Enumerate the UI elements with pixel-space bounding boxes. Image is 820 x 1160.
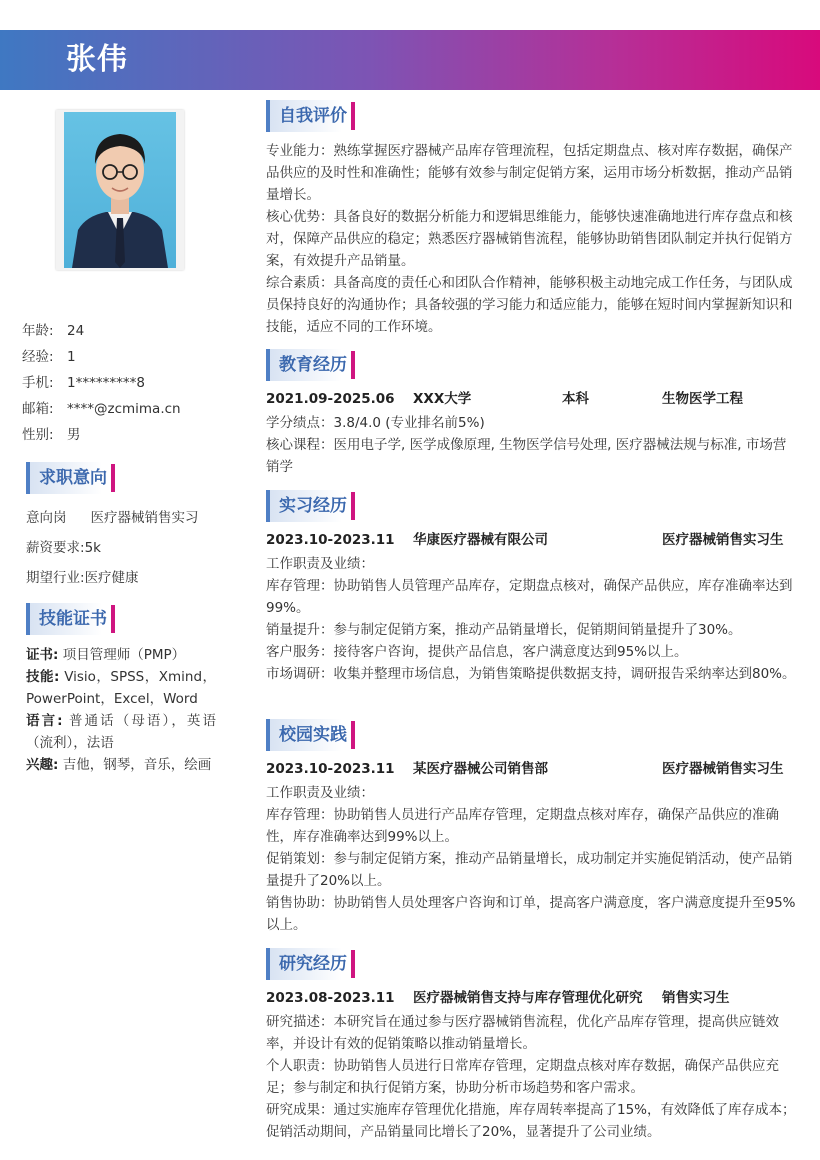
research-line: 研究描述：本研究旨在通过参与医疗器械销售流程，优化产品库存管理，提高供应链效率，并设计有效的促销策略以推动销量增长。 <box>266 1014 779 1052</box>
self-eval-body <box>266 140 796 338</box>
section-heading-intention: 求职意向 <box>26 462 115 494</box>
age-value: 24 <box>67 323 85 339</box>
campus-header <box>266 758 796 780</box>
research-role: 销售实习生 <box>662 990 730 1006</box>
gender-row <box>22 422 181 448</box>
intention-industry-label: 期望行业: <box>26 570 85 586</box>
research-line: 个人职责：协助销售人员进行日常库存管理，定期盘点核对库存数据，确保产品供应充足；参与制定和执行促销方案，协助分析市场趋势和客户需求。 <box>266 1058 779 1096</box>
candidate-name: 张伟 <box>66 42 128 77</box>
section-heading-skills: 技能证书 <box>26 603 115 635</box>
basic-info <box>22 318 181 448</box>
education-date: 2021.09-2025.06 <box>266 391 395 407</box>
section-heading-education: 教育经历 <box>266 349 355 381</box>
internship-line: 销量提升：参与制定促销方案，推动产品销量增长，促销期间销量提升了30%。 <box>266 622 742 638</box>
research-line: 研究成果：通过实施库存管理优化措施，库存周转率提高了15%，有效降低了库存成本；促销活动期间，产品销量同比增长了20%，显著提升了公司业绩。 <box>266 1102 796 1140</box>
internship-line: 市场调研：收集并整理市场信息，为销售策略提供数据支持，调研报告采纳率达到80%。 <box>266 666 796 682</box>
research-title: 医疗器械销售支持与库存管理优化研究 <box>413 990 643 1006</box>
internship-line: 库存管理：协助销售人员管理产品库存，定期盘点核对，确保产品供应，库存准确率达到99%。 <box>266 578 793 616</box>
profile-photo-frame <box>56 110 184 270</box>
profile-photo <box>64 112 176 268</box>
campus-line: 库存管理：协助销售人员进行产品库存管理，定期盘点核对库存，确保产品供应的准确性，库存准确率达到99%以上。 <box>266 807 779 845</box>
phone-label: 手机: <box>22 375 54 391</box>
campus-body <box>266 782 796 936</box>
campus-date: 2023.10-2023.11 <box>266 761 395 777</box>
internship-org: 华康医疗器械有限公司 <box>413 532 548 548</box>
skill-certificate: 证书: 项目管理师（PMP） <box>26 647 186 663</box>
gender-label: 性别: <box>22 427 54 443</box>
internship-body <box>266 553 796 685</box>
portrait-illustration <box>64 112 176 268</box>
education-school: XXX大学 <box>413 391 472 407</box>
section-heading-research: 研究经历 <box>266 948 355 980</box>
internship-header <box>266 529 796 551</box>
skill-tools: 技能: Visio，SPSS，Xmind，PowerPoint，Excel，Word <box>26 669 217 707</box>
education-line: 核心课程：医用电子学, 医学成像原理, 生物医学信号处理, 医疗器械法规与标准, 市场营销学 <box>266 437 787 475</box>
education-major: 生物医学工程 <box>662 391 743 407</box>
email-label: 邮箱: <box>22 401 54 417</box>
research-date: 2023.08-2023.11 <box>266 990 395 1006</box>
research-header <box>266 987 796 1009</box>
internship-role: 医疗器械销售实习生 <box>662 532 784 548</box>
intention-industry-value: 医疗健康 <box>84 570 139 586</box>
intention-industry <box>26 567 139 589</box>
campus-role: 医疗器械销售实习生 <box>662 761 784 777</box>
experience-row <box>22 344 181 370</box>
education-header <box>266 388 796 410</box>
intention-position-value: 医疗器械销售实习 <box>90 510 199 526</box>
education-degree: 本科 <box>562 391 589 407</box>
header-banner <box>0 30 820 90</box>
age-row <box>22 318 181 344</box>
skill-languages: 语言: 普通话（母语），英语（流利），法语 <box>26 713 217 751</box>
experience-label: 经验: <box>22 349 54 365</box>
education-line: 学分绩点：3.8/4.0 (专业排名前5%) <box>266 415 485 431</box>
intention-position-label: 意向岗 <box>26 510 67 526</box>
intention-salary-value: 5k <box>84 540 101 556</box>
campus-line: 销售协助：协助销售人员处理客户咨询和订单，提高客户满意度，客户满意度提升至95%以上。 <box>266 895 796 933</box>
section-heading-internship: 实习经历 <box>266 490 355 522</box>
internship-line: 工作职责及业绩： <box>266 556 374 572</box>
education-body <box>266 412 796 478</box>
internship-date: 2023.10-2023.11 <box>266 532 395 548</box>
intention-salary-label: 薪资要求: <box>26 540 85 556</box>
intention-position <box>26 507 199 529</box>
self-eval-paragraph: 综合素质：具备高度的责任心和团队合作精神，能够积极主动地完成工作任务，与团队成员保持良好的沟通协作；具备较强的学习能力和适应能力，能够在短时间内掌握新知识和技能，适应不同的工作环境。 <box>266 275 793 335</box>
skills-list <box>26 644 216 776</box>
campus-org: 某医疗器械公司销售部 <box>413 761 548 777</box>
email-value: ****@zcmima.cn <box>67 401 181 417</box>
experience-value: 1 <box>67 349 76 365</box>
campus-line: 工作职责及业绩： <box>266 785 374 801</box>
research-body <box>266 1011 796 1143</box>
skill-interests: 兴趣: 吉他，钢琴，音乐，绘画 <box>26 757 212 773</box>
self-eval-paragraph: 核心优势：具备良好的数据分析能力和逻辑思维能力，能够快速准确地进行库存盘点和核对，保障产品供应的稳定；熟悉医疗器械销售流程，能够协助销售团队制定并执行促销方案，有效提升产品销量。 <box>266 209 793 269</box>
phone-value: 1*********8 <box>67 375 145 391</box>
age-label: 年龄: <box>22 323 54 339</box>
campus-line: 促销策划：参与制定促销方案，推动产品销量增长，成功制定并实施促销活动，使产品销量提升了20%以上。 <box>266 851 793 889</box>
intention-salary <box>26 537 101 559</box>
section-heading-campus: 校园实践 <box>266 719 355 751</box>
gender-value: 男 <box>67 427 81 443</box>
email-row <box>22 396 181 422</box>
section-heading-self-eval: 自我评价 <box>266 100 355 132</box>
self-eval-paragraph: 专业能力：熟练掌握医疗器械产品库存管理流程，包括定期盘点、核对库存数据，确保产品供应的及时性和准确性；能够有效参与制定促销方案，运用市场分析数据，推动产品销量增长。 <box>266 143 793 203</box>
phone-row <box>22 370 181 396</box>
internship-line: 客户服务：接待客户咨询，提供产品信息，客户满意度达到95%以上。 <box>266 644 688 660</box>
